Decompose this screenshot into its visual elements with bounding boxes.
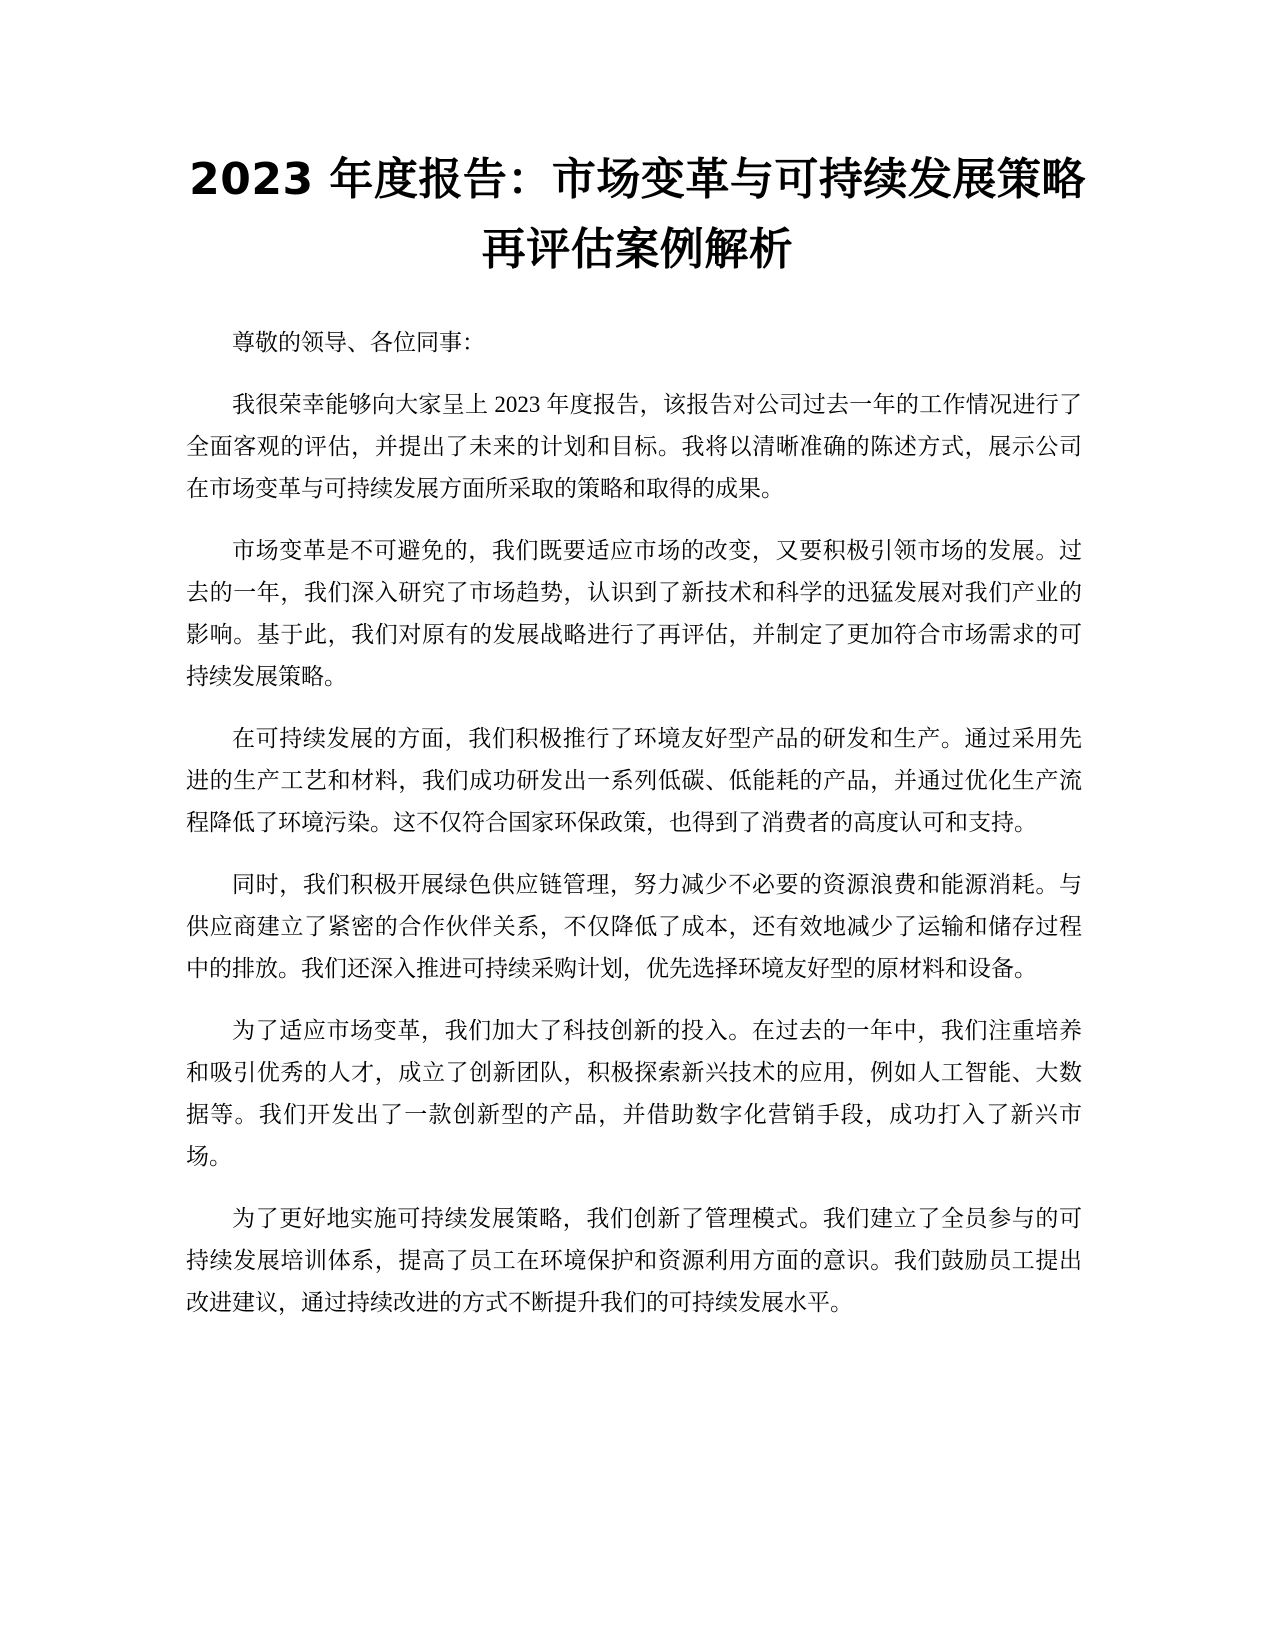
body-paragraph: 市场变革是不可避免的，我们既要适应市场的改变，又要积极引领市场的发展。过去的一年，我们深入研究了市场趋势，认识到了新技术和科学的迅猛发展对我们产业的影响。基于此，我们对原有的发展战略进行了再评估，并制定了更加符合市场需求的可持续发展策略。 [186, 538, 1082, 689]
salutation-paragraph: 尊敬的领导、各位同事： [232, 330, 485, 355]
document-body [186, 322, 1082, 1344]
title-line-1: 2023 年度报告：市场变革与可持续发展策略 [189, 154, 1086, 205]
title-line-2: 再评估案例解析 [481, 224, 794, 275]
body-paragraph: 我很荣幸能够向大家呈上 2023 年度报告，该报告对公司过去一年的工作情况进行了全面客观的评估，并提出了未来的计划和目标。我将以清晰准确的陈述方式，展示公司在市场变革与可持续发展方面所采取的策略和取得的成果。 [186, 392, 1082, 501]
body-paragraph: 同时，我们积极开展绿色供应链管理，努力减少不必要的资源浪费和能源消耗。与供应商建立了紧密的合作伙伴关系，不仅降低了成本，还有效地减少了运输和储存过程中的排放。我们还深入推进可持续采购计划，优先选择环境友好型的原材料和设备。 [186, 872, 1082, 981]
body-paragraph: 在可持续发展的方面，我们积极推行了环境友好型产品的研发和生产。通过采用先进的生产工艺和材料，我们成功研发出一系列低碳、低能耗的产品，并通过优化生产流程降低了环境污染。这不仅符合国家环保政策，也得到了消费者的高度认可和支持。 [186, 726, 1082, 835]
document-title [150, 145, 1125, 285]
body-paragraph: 为了适应市场变革，我们加大了科技创新的投入。在过去的一年中，我们注重培养和吸引优秀的人才，成立了创新团队，积极探索新兴技术的应用，例如人工智能、大数据等。我们开发出了一款创新型的产品，并借助数字化营销手段，成功打入了新兴市场。 [186, 1018, 1082, 1169]
body-paragraph: 为了更好地实施可持续发展策略，我们创新了管理模式。我们建立了全员参与的可持续发展培训体系，提高了员工在环境保护和资源利用方面的意识。我们鼓励员工提出改进建议，通过持续改进的方式不断提升我们的可持续发展水平。 [186, 1206, 1082, 1315]
